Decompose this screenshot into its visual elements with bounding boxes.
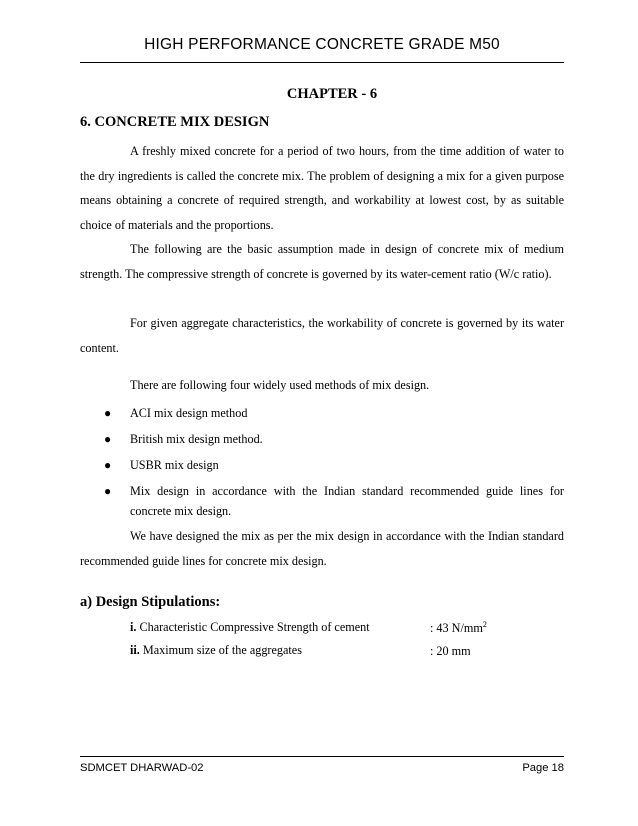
methods-list	[80, 403, 564, 521]
bullet-icon: ●	[104, 432, 112, 446]
paragraph-intro: A freshly mixed concrete for a period of two hours, from the time addition of water to the dry ingredients is called the concrete mix. The problem of designing a mix for a given purpose means obtaining a concrete of required strength, and workability at lowest cost, by as suitable choice of materials and the proportions.	[80, 144, 564, 232]
stipulation-row: ii. Maximum size of the aggregates : 20 mm	[130, 643, 471, 659]
bullet-icon: ●	[104, 406, 112, 420]
running-header: HIGH PERFORMANCE CONCRETE GRADE M50	[144, 36, 500, 53]
paragraph-methods-intro: There are following four widely used methods of mix design.	[130, 378, 430, 392]
design-stipulations-heading: a) Design Stipulations:	[80, 594, 221, 610]
footer-rule	[80, 756, 564, 757]
list-item: ● British mix design method.	[80, 429, 564, 449]
page-footer	[80, 762, 564, 774]
stipulation-value: : 20 mm	[430, 644, 471, 659]
paragraph-workability: For given aggregate characteristics, the workability of concrete is governed by its water content.	[80, 316, 564, 355]
bullet-icon: ●	[104, 484, 112, 498]
bullet-icon: ●	[104, 458, 112, 472]
section-title: 6. CONCRETE MIX DESIGN	[80, 114, 270, 130]
paragraph-conclusion: We have designed the mix as per the mix design in accordance with the Indian standard recommended guide lines for concrete mix design.	[80, 529, 564, 568]
page-number: Page 18	[522, 762, 564, 774]
list-item: ● USBR mix design	[80, 455, 564, 475]
footer-institution: SDMCET DHARWAD-02	[80, 762, 204, 774]
stipulation-value: : 43 $N/mm^2$	[430, 620, 487, 636]
chapter-heading: CHAPTER - 6	[286, 86, 378, 102]
paragraph-assumption: The following are the basic assumption made in design of concrete mix of medium strength. The compressive strength of concrete is governed by its water-cement ratio (W/c ratio).	[80, 242, 564, 281]
list-item: ● ACI mix design method	[80, 403, 564, 423]
stipulation-row: i. Characteristic Compressive Strength of cement : 43 $N/mm^2$	[130, 620, 487, 636]
list-item: ● Mix design in accordance with the Indian standard recommended guide lines for concrete mix design.	[80, 481, 564, 521]
header-rule	[80, 62, 564, 63]
